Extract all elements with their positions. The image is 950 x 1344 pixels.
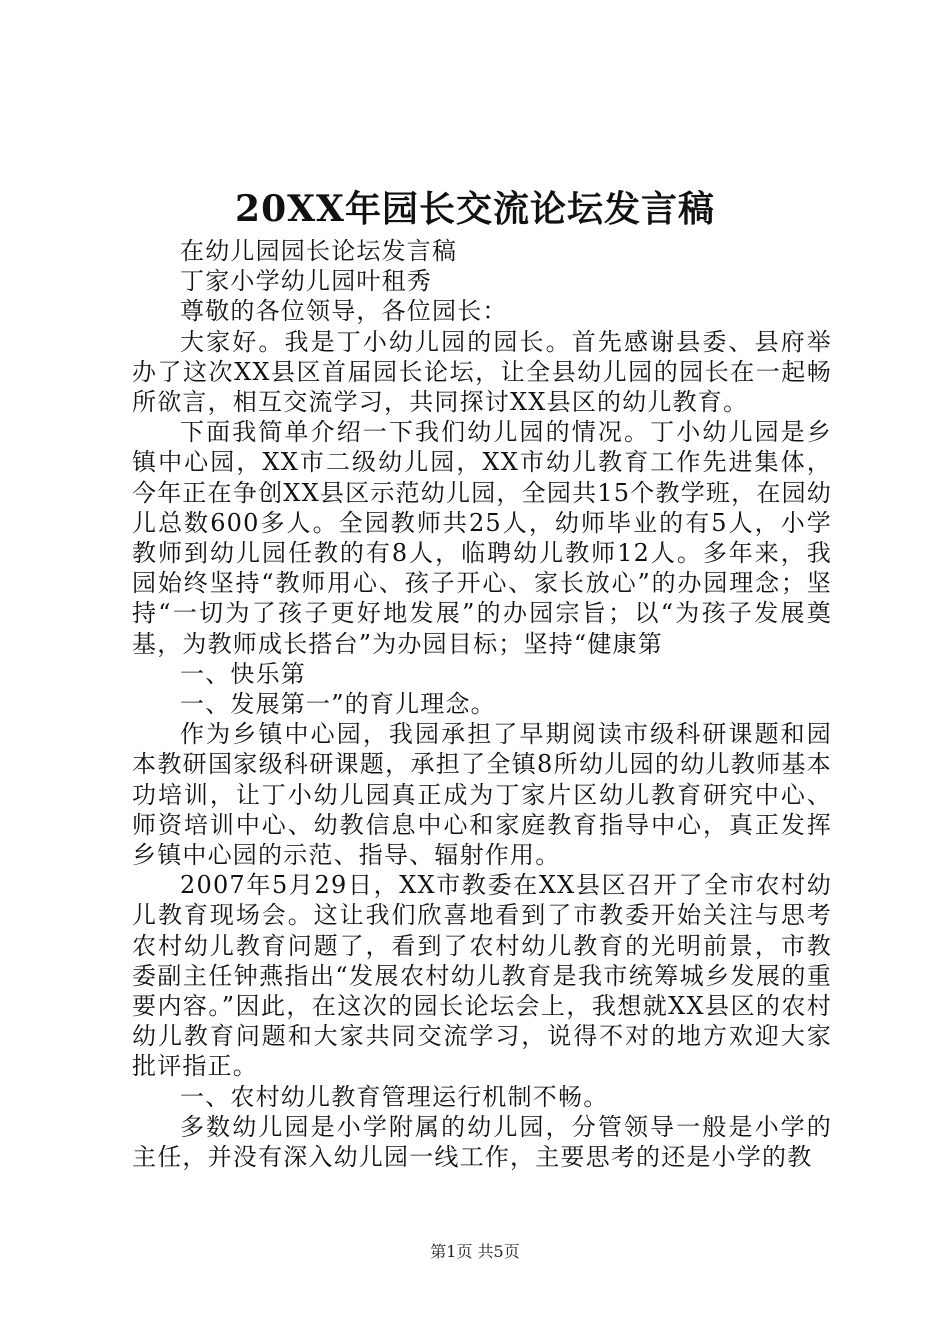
paragraph-central-kindergarten: 作为乡镇中心园，我园承担了早期阅读市级科研课题和园本教研国家级科研课题，承担了全镇8所幼儿园的幼儿教师基本功培训，让丁小幼儿园真正成为丁家片区幼儿教育研究中心、师资培训中心、幼教信息中心和家庭教育指导中心，真正发挥乡镇中心园的示范、指导、辐射作用。 [132, 720, 832, 870]
paragraph-meeting: 2007年5月29日，XX市教委在XX县区召开了全市农村幼儿教育现场会。这让我们欣喜地看到了市教委开始关注与思考农村幼儿教育问题了，看到了农村幼儿教育的光明前景，市教委副主任钟燕指出“发展农村幼儿教育是我市统筹城乡发展的重要内容。”因此，在这次的园长论坛会上，我想就XX县区的农村幼儿教育问题和大家共同交流学习，说得不对的地方欢迎大家批评指正。 [132, 871, 832, 1081]
paragraph-section-one-heading: 一、农村幼儿教育管理运行机制不畅。 [180, 1082, 609, 1111]
paragraph-section-one-body: 多数幼儿园是小学附属的幼儿园，分管领导一般是小学的主任，并没有深入幼儿园一线工作，主要思考的还是小学的教 [132, 1112, 832, 1172]
document-title: 20XX年园长交流论坛发言稿 [235, 188, 715, 230]
paragraph-fragment-development: 一、发展第一”的育儿理念。 [180, 690, 496, 719]
paragraph-author: 丁家小学幼儿园叶租秀 [180, 267, 432, 296]
paragraph-salutation: 尊敬的各位领导，各位园长： [180, 297, 508, 326]
paragraph-heading-forum: 在幼儿园园长论坛发言稿 [180, 237, 458, 265]
paragraph-introduction: 大家好。我是丁小幼儿园的园长。首先感谢县委、县府举办了这次XX县区首届园长论坛，让全县幼儿园的园长在一起畅所欲言，相互交流学习，共同探讨XX县区的幼儿教育。 [132, 327, 832, 417]
document-body [132, 236, 832, 1172]
paragraph-fragment-happy: 一、快乐第 [180, 659, 306, 688]
paragraph-kindergarten-overview: 下面我简单介绍一下我们幼儿园的情况。丁小幼儿园是乡镇中心园，XX市二级幼儿园，XX市幼儿教育工作先进集体，今年正在争创XX县区示范幼儿园，全园共15个教学班，在园幼儿总数600多人。全园教师共25人，幼师毕业的有5人，小学教师到幼儿园任教的有8人，临聘幼儿教师12人。多年来，我园始终坚持“教师用心、孩子开心、家长放心”的办园理念；坚持“一切为了孩子更好地发展”的办园宗旨；以“为孩子发展奠基，为教师成长搭台”为办园目标；坚持“健康第 [132, 418, 832, 658]
page-number-footer: 第1页 共5页 [430, 1242, 520, 1261]
